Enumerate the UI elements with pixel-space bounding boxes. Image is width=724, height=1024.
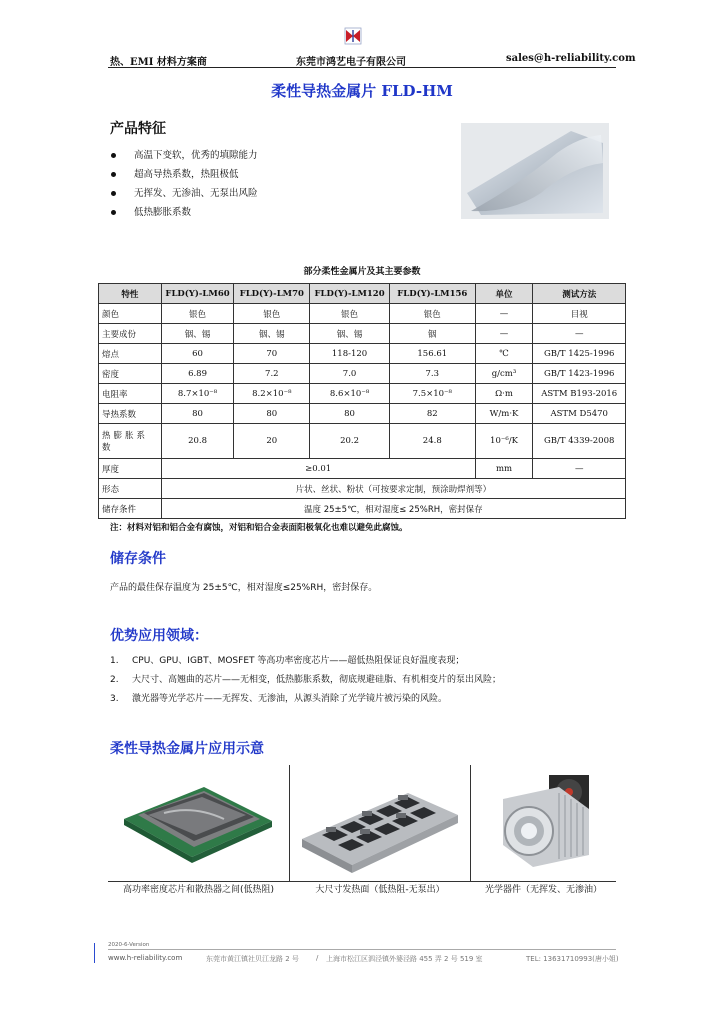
application-caption: 高功率密度芯片和散热器之间(低热阻) (122, 885, 275, 895)
table-cell: 6.89 (161, 364, 234, 384)
list-text: CPU、GPU、IGBT、MOSFET 等高功率密度芯片——超低热阻保证良好温度表现； (132, 656, 465, 666)
footer-version: 2020-6-Version (108, 942, 150, 948)
table-row (99, 459, 626, 479)
table-header-row (99, 284, 626, 304)
applications-heading: 柔性导热金属片应用示意 (110, 741, 264, 757)
table-cell: 10⁻⁶/K (475, 424, 533, 459)
table-row (99, 324, 626, 344)
table-row (99, 479, 626, 499)
advantages-list (110, 652, 501, 709)
table-cell: 银色 (161, 304, 234, 324)
h-reliability-logo-icon (343, 26, 363, 46)
table-cell: 银色 (310, 304, 390, 324)
table-cell: 20.2 (310, 424, 390, 459)
application-caption: 大尺寸发热面（低热阻-无泵出） (315, 885, 445, 895)
table-cell: 片状、丝状、粉状（可按要求定制，预涂助焊剂等） (161, 479, 625, 499)
row-label: 厚度 (99, 459, 162, 479)
table-cell: ASTM D5470 (533, 404, 626, 424)
list-item (110, 690, 501, 709)
application-photo-grid (108, 765, 616, 897)
table-cell: GB/T 1423-1996 (533, 364, 626, 384)
list-number: 1. (110, 656, 119, 666)
table-note: 注：材料对铝和铝合金有腐蚀，对铝和铝合金表面阳极氧化也难以避免此腐蚀。 (110, 523, 408, 533)
footer-website-link[interactable]: www.h-reliability.com (108, 954, 183, 962)
list-text: 大尺寸、高翘曲的芯片——无相变，低热膨胀系数，彻底规避硅脂、有机相变片的泵出风险； (132, 675, 502, 685)
table-cell: 银色 (234, 304, 310, 324)
page-title: 柔性导热金属片 FLD-HM (271, 82, 453, 100)
feature-item: 低热膨胀系数 (110, 203, 258, 222)
header-company: 东莞市鸿艺电子有限公司 (296, 57, 406, 68)
list-number: 3. (110, 694, 119, 704)
table-cell: ASTM B193-2016 (533, 384, 626, 404)
table-cell: Ω·m (475, 384, 533, 404)
table-cell: g/cm³ (475, 364, 533, 384)
features-heading: 产品特征 (110, 121, 166, 137)
optical-cooler-photo-icon (489, 769, 597, 875)
row-label: 热膨胀系数 (99, 424, 162, 459)
table-cell: 156.61 (389, 344, 475, 364)
table-cell: 20.8 (161, 424, 234, 459)
feature-item: 高温下变软，优秀的填隙能力 (110, 146, 258, 165)
table-cell: 8.6×10⁻⁸ (310, 384, 390, 404)
spec-table (98, 283, 626, 519)
table-row (99, 344, 626, 364)
table-cell: — (475, 304, 533, 324)
footer-address-dongguan: 东莞市黄江镇社贝江龙路 2 号 (206, 955, 299, 963)
table-cell: 银色 (389, 304, 475, 324)
list-number: 2. (110, 675, 119, 685)
list-text: 激光器等光学芯片——无挥发、无渗油，从源头消除了光学镜片被污染的风险。 (132, 694, 448, 704)
table-cell: 铟 (389, 324, 475, 344)
storage-heading: 储存条件 (110, 551, 166, 567)
table-cell: 8.2×10⁻⁸ (234, 384, 310, 404)
footer-phone: TEL: 13631710993(唐小姐) (526, 955, 619, 963)
table-cell: ℃ (475, 344, 533, 364)
application-cell-igbt (290, 765, 470, 897)
table-cell: 7.0 (310, 364, 390, 384)
table-cell: 70 (234, 344, 310, 364)
table-cell: 82 (389, 404, 475, 424)
cpu-chip-photo-icon (114, 769, 282, 875)
footer-address-shanghai: 上海市松江区泗泾镇外婆泾路 455 弄 2 号 519 室 (326, 955, 483, 963)
table-cell: 24.8 (389, 424, 475, 459)
table-cell: 80 (310, 404, 390, 424)
feature-item: 无挥发、无渗油、无泵出风险 (110, 184, 258, 203)
table-cell: 温度 25±5℃，相对湿度≤ 25%RH，密封保存 (161, 499, 625, 519)
footer-separator: / (316, 954, 319, 962)
footer-divider (108, 949, 616, 950)
table-row (99, 364, 626, 384)
igbt-module-photo-icon (296, 769, 464, 875)
row-label: 储存条件 (99, 499, 162, 519)
table-row (99, 499, 626, 519)
table-cell: ≥0.01 (161, 459, 475, 479)
table-cell: GB/T 1425-1996 (533, 344, 626, 364)
row-label: 密度 (99, 364, 162, 384)
table-cell: 铟、锡 (310, 324, 390, 344)
row-label: 电阻率 (99, 384, 162, 404)
table-cell: 80 (161, 404, 234, 424)
table-cell: 60 (161, 344, 234, 364)
table-cell: 目视 (533, 304, 626, 324)
table-cell: 铟、锡 (234, 324, 310, 344)
table-cell: 铟、锡 (161, 324, 234, 344)
features-list (110, 146, 258, 222)
table-cell: 20 (234, 424, 310, 459)
metal-foil-photo-icon (461, 123, 609, 219)
application-cell-optical (471, 765, 616, 897)
header-email-link[interactable]: sales@h-reliability.com (506, 53, 636, 64)
table-cell: W/m·K (475, 404, 533, 424)
table-cell: 8.7×10⁻⁸ (161, 384, 234, 404)
row-label: 熔点 (99, 344, 162, 364)
feature-item: 超高导热系数，热阻极低 (110, 165, 258, 184)
advantages-heading: 优势应用领域： (110, 628, 208, 644)
application-cell-cpu (108, 765, 289, 897)
row-label: 主要成份 (99, 324, 162, 344)
table-header-cell: FLD(Y)-LM60 (161, 284, 234, 304)
footer-accent-bar (94, 943, 95, 963)
table-row (99, 424, 626, 459)
header-tagline: 热、EMI 材料方案商 (110, 57, 207, 68)
storage-text: 产品的最佳保存温度为 25±5℃，相对湿度≤25%RH，密封保存。 (110, 583, 378, 593)
table-cell: 7.2 (234, 364, 310, 384)
table-header-cell: FLD(Y)-LM70 (234, 284, 310, 304)
header-divider (108, 67, 616, 68)
table-header-cell: FLD(Y)-LM156 (389, 284, 475, 304)
table-header-cell: FLD(Y)-LM120 (310, 284, 390, 304)
table-row (99, 384, 626, 404)
table-cell: 7.5×10⁻⁸ (389, 384, 475, 404)
row-label: 颜色 (99, 304, 162, 324)
table-header-cell: 单位 (475, 284, 533, 304)
table-header-cell: 特性 (99, 284, 162, 304)
list-item (110, 671, 501, 690)
table-cell: 80 (234, 404, 310, 424)
table-row (99, 404, 626, 424)
table-cell: GB/T 4339-2008 (533, 424, 626, 459)
table-cell: mm (475, 459, 533, 479)
table-cell: 7.3 (389, 364, 475, 384)
row-label: 形态 (99, 479, 162, 499)
table-cell: 118-120 (310, 344, 390, 364)
table-caption: 部分柔性金属片及其主要参数 (303, 267, 421, 277)
application-caption: 光学器件（无挥发、无渗油） (484, 885, 602, 895)
table-cell: — (533, 324, 626, 344)
row-label: 导热系数 (99, 404, 162, 424)
table-cell: — (533, 459, 626, 479)
table-row (99, 304, 626, 324)
table-header-cell: 测试方法 (533, 284, 626, 304)
table-cell: — (475, 324, 533, 344)
list-item (110, 652, 501, 671)
